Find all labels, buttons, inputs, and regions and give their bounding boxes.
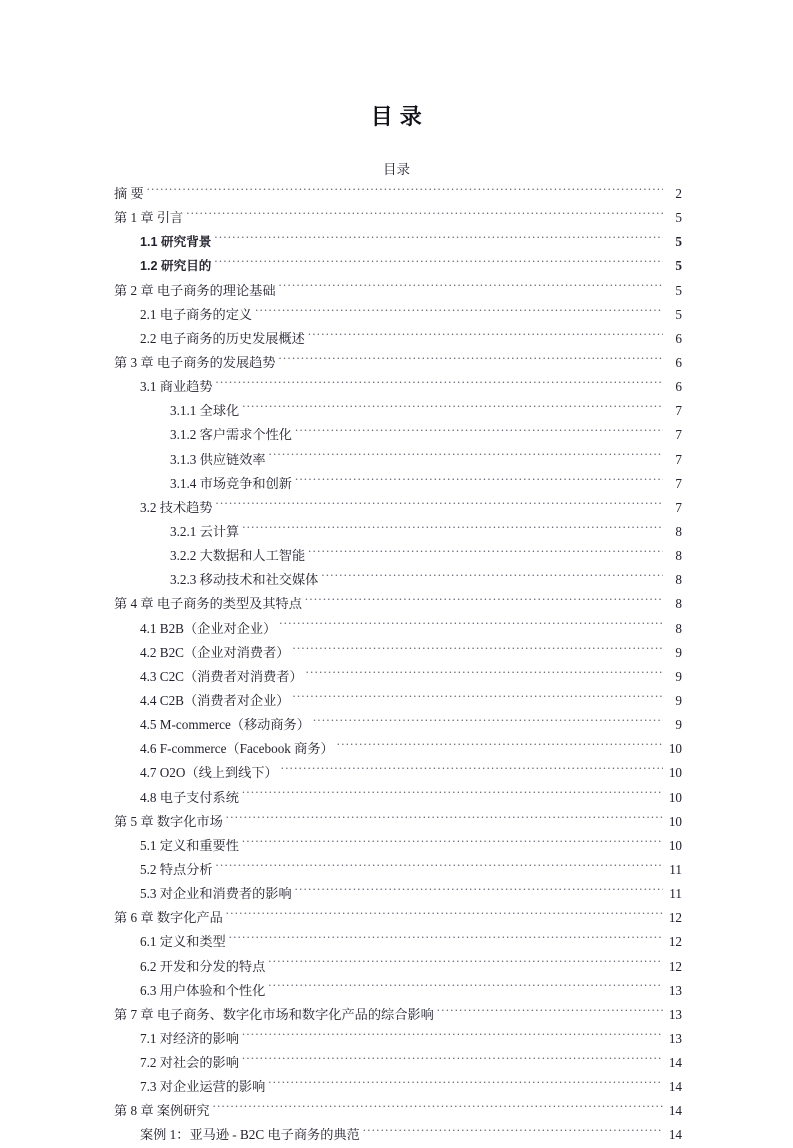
table-of-contents (114, 182, 682, 1148)
toc-entry[interactable] (140, 737, 682, 761)
toc-entry[interactable] (140, 930, 682, 954)
toc-entry-label: 第 7 章 电子商务、数字化市场和数字化产品的综合影响 (114, 1006, 434, 1022)
toc-entry[interactable] (170, 472, 682, 496)
toc-entry-label: 6.2 开发和分发的特点 (140, 958, 266, 974)
toc-entry[interactable] (114, 1003, 682, 1027)
toc-entry-label: 第 8 章 案例研究 (114, 1103, 210, 1119)
toc-entry[interactable] (170, 544, 682, 568)
toc-entry-label: 7.3 对企业运营的影响 (140, 1079, 266, 1095)
toc-entry-page-number: 5 (675, 234, 682, 250)
toc-leader-dots (226, 812, 663, 825)
toc-leader-dots (306, 668, 663, 681)
toc-entry-label: 2.1 电子商务的定义 (140, 306, 253, 322)
toc-entry[interactable] (170, 399, 682, 423)
toc-leader-dots (214, 233, 663, 246)
toc-leader-dots (279, 354, 663, 367)
toc-leader-dots (213, 1102, 663, 1115)
toc-leader-dots (321, 571, 663, 584)
toc-entry-label: 第 2 章 电子商务的理论基础 (114, 282, 276, 298)
toc-leader-dots (295, 885, 663, 898)
toc-entry[interactable] (114, 810, 682, 834)
toc-leader-dots (229, 933, 663, 946)
toc-leader-dots (147, 185, 663, 198)
toc-entry-page-number: 8 (675, 620, 682, 636)
toc-entry-label: 1.2 研究目的 (140, 259, 212, 274)
toc-entry-label: 4.1 B2B（企业对企业） (140, 620, 277, 636)
toc-leader-dots (268, 1078, 663, 1091)
toc-entry-page-number: 10 (668, 813, 682, 829)
toc-entry-page-number: 11 (669, 886, 682, 902)
toc-entry-page-number: 9 (675, 692, 682, 708)
toc-entry-page-number: 10 (668, 741, 682, 757)
toc-entry-label: 4.2 B2C（企业对消费者） (140, 644, 290, 660)
toc-entry-page-number: 5 (675, 282, 682, 298)
toc-entry[interactable] (114, 206, 682, 230)
toc-entry-page-number: 7 (675, 499, 682, 515)
toc-leader-dots (308, 547, 663, 560)
toc-leader-dots (308, 330, 663, 343)
toc-entry-page-number: 2 (675, 186, 682, 201)
toc-entry-label: 摘 要 (114, 186, 144, 201)
toc-entry-label: 1.1 研究背景 (140, 235, 212, 250)
toc-entry-label: 5.2 特点分析 (140, 861, 213, 877)
toc-entry-label: 第 3 章 电子商务的发展趋势 (114, 354, 276, 370)
toc-entry[interactable] (140, 882, 682, 906)
toc-entry[interactable] (140, 955, 682, 979)
toc-entry-page-number: 11 (669, 861, 682, 877)
toc-entry-page-number: 7 (675, 403, 682, 419)
toc-entry-label: 3.2.2 大数据和人工智能 (170, 548, 306, 564)
toc-entry[interactable] (140, 761, 682, 785)
toc-entry[interactable] (140, 834, 682, 858)
toc-entry[interactable] (114, 279, 682, 303)
toc-entry-page-number: 6 (675, 354, 682, 370)
toc-leader-dots (216, 499, 663, 512)
toc-leader-dots (292, 692, 663, 705)
toc-entry-page-number: 10 (668, 837, 682, 853)
page-title: 目 录 (370, 104, 423, 129)
toc-leader-dots (305, 595, 663, 608)
toc-entry-label: 7.2 对社会的影响 (140, 1055, 239, 1071)
toc-entry-page-number: 7 (675, 475, 682, 491)
toc-entry-label: 3.2 技术趋势 (140, 499, 213, 515)
toc-leader-dots (242, 523, 663, 536)
toc-entry-page-number: 5 (675, 258, 682, 274)
toc-entry[interactable] (140, 689, 682, 713)
toc-entry[interactable] (170, 448, 682, 472)
toc-leader-dots (269, 450, 663, 463)
toc-entry-label: 4.7 O2O（线上到线下） (140, 765, 278, 781)
toc-leader-dots (295, 426, 663, 439)
toc-entry-label: 5.3 对企业和消费者的影响 (140, 886, 292, 902)
toc-entry[interactable] (140, 858, 682, 882)
toc-entry-page-number: 5 (675, 210, 682, 226)
toc-entry-label: 4.3 C2C（消费者对消费者） (140, 668, 303, 684)
toc-entry[interactable] (114, 592, 682, 616)
toc-entry[interactable] (140, 641, 682, 665)
toc-entry-label: 3.1.4 市场竞争和创新 (170, 475, 292, 491)
toc-leader-dots (313, 716, 663, 729)
toc-entry-page-number: 8 (675, 572, 682, 588)
toc-entry-page-number: 9 (675, 717, 682, 733)
toc-leader-dots (255, 306, 663, 319)
toc-entry[interactable] (140, 327, 682, 351)
toc-entry-label: 第 4 章 电子商务的类型及其特点 (114, 596, 302, 612)
toc-entry[interactable] (140, 617, 682, 641)
toc-entry[interactable] (140, 254, 682, 278)
toc-entry[interactable] (140, 786, 682, 810)
toc-entry-label: 3.1.3 供应链效率 (170, 451, 266, 467)
toc-leader-dots (186, 209, 663, 222)
toc-entry-page-number: 8 (675, 523, 682, 539)
toc-entry-label: 4.4 C2B（消费者对企业） (140, 692, 290, 708)
toc-entry-page-number: 6 (675, 379, 682, 395)
toc-leader-dots (295, 475, 663, 488)
toc-entry-page-number: 7 (675, 451, 682, 467)
toc-leader-dots (268, 957, 663, 970)
toc-entry[interactable] (140, 1123, 682, 1147)
toc-entry[interactable] (140, 979, 682, 1003)
toc-entry-page-number: 12 (668, 910, 682, 926)
toc-entry-label: 第 5 章 数字化市场 (114, 813, 223, 829)
toc-entry-page-number: 12 (668, 958, 682, 974)
toc-entry-label: 3.1.2 客户需求个性化 (170, 427, 292, 443)
toc-leader-dots (216, 378, 663, 391)
toc-heading: 目录 (383, 162, 410, 177)
toc-leader-dots (268, 981, 663, 994)
toc-entry-page-number: 6 (675, 330, 682, 346)
toc-leader-dots (242, 1030, 663, 1043)
toc-entry-label: 3.2.1 云计算 (170, 523, 240, 539)
toc-entry[interactable] (170, 423, 682, 447)
toc-entry-page-number: 13 (668, 982, 682, 998)
toc-entry-page-number: 13 (668, 1006, 682, 1022)
toc-leader-dots (242, 837, 663, 850)
toc-entry-page-number: 9 (675, 668, 682, 684)
toc-entry[interactable] (140, 230, 682, 254)
toc-entry-label: 6.3 用户体验和个性化 (140, 982, 266, 998)
toc-entry[interactable] (140, 375, 682, 399)
toc-entry[interactable] (140, 713, 682, 737)
toc-entry-page-number: 14 (668, 1127, 682, 1143)
toc-leader-dots (437, 1006, 663, 1019)
toc-leader-dots (242, 402, 663, 415)
toc-entry-label: 4.8 电子支付系统 (140, 789, 239, 805)
toc-entry[interactable] (140, 1051, 682, 1075)
toc-entry-label: 2.2 电子商务的历史发展概述 (140, 330, 305, 346)
toc-leader-dots (216, 861, 663, 874)
toc-entry-page-number: 7 (675, 427, 682, 443)
toc-leader-dots (363, 1126, 663, 1139)
toc-leader-dots (292, 643, 663, 656)
toc-entry[interactable] (114, 906, 682, 930)
toc-leader-dots (279, 619, 663, 632)
toc-entry[interactable] (114, 351, 682, 375)
toc-entry-page-number: 14 (668, 1055, 682, 1071)
toc-entry-page-number: 8 (675, 548, 682, 564)
toc-entry-page-number: 10 (668, 765, 682, 781)
toc-entry[interactable] (140, 1027, 682, 1051)
toc-leader-dots (242, 788, 663, 801)
toc-entry-label: 6.1 定义和类型 (140, 934, 226, 950)
toc-leader-dots (226, 909, 663, 922)
toc-entry-page-number: 5 (675, 306, 682, 322)
toc-leader-dots (242, 1054, 663, 1067)
toc-leader-dots (281, 764, 663, 777)
toc-entry-label: 7.1 对经济的影响 (140, 1030, 239, 1046)
toc-leader-dots (279, 281, 663, 294)
toc-leader-dots (214, 257, 663, 270)
toc-entry[interactable] (140, 665, 682, 689)
toc-entry-page-number: 9 (675, 644, 682, 660)
toc-entry[interactable] (114, 182, 682, 206)
toc-entry-label: 3.1 商业趋势 (140, 379, 213, 395)
toc-entry[interactable] (170, 520, 682, 544)
toc-entry-label: 案例 1：亚马逊 - B2C 电子商务的典范 (140, 1127, 360, 1143)
toc-entry-label: 4.5 M-commerce（移动商务） (140, 717, 310, 733)
toc-entry-label: 5.1 定义和重要性 (140, 837, 239, 853)
toc-entry-page-number: 14 (668, 1103, 682, 1119)
toc-entry[interactable] (140, 1075, 682, 1099)
toc-entry-page-number: 10 (668, 789, 682, 805)
toc-entry-label: 第 6 章 数字化产品 (114, 910, 223, 926)
toc-entry[interactable] (140, 303, 682, 327)
toc-entry-page-number: 8 (675, 596, 682, 612)
toc-entry[interactable] (114, 1099, 682, 1123)
toc-entry[interactable] (170, 568, 682, 592)
toc-entry[interactable] (140, 496, 682, 520)
toc-entry-page-number: 12 (668, 934, 682, 950)
toc-entry-label: 第 1 章 引言 (114, 210, 184, 226)
toc-entry-label: 3.1.1 全球化 (170, 403, 240, 419)
toc-entry-label: 3.2.3 移动技术和社交媒体 (170, 572, 319, 588)
toc-entry-label: 4.6 F-commerce（Facebook 商务） (140, 741, 334, 757)
toc-entry-page-number: 13 (668, 1030, 682, 1046)
toc-leader-dots (337, 740, 663, 753)
toc-entry-page-number: 14 (668, 1079, 682, 1095)
